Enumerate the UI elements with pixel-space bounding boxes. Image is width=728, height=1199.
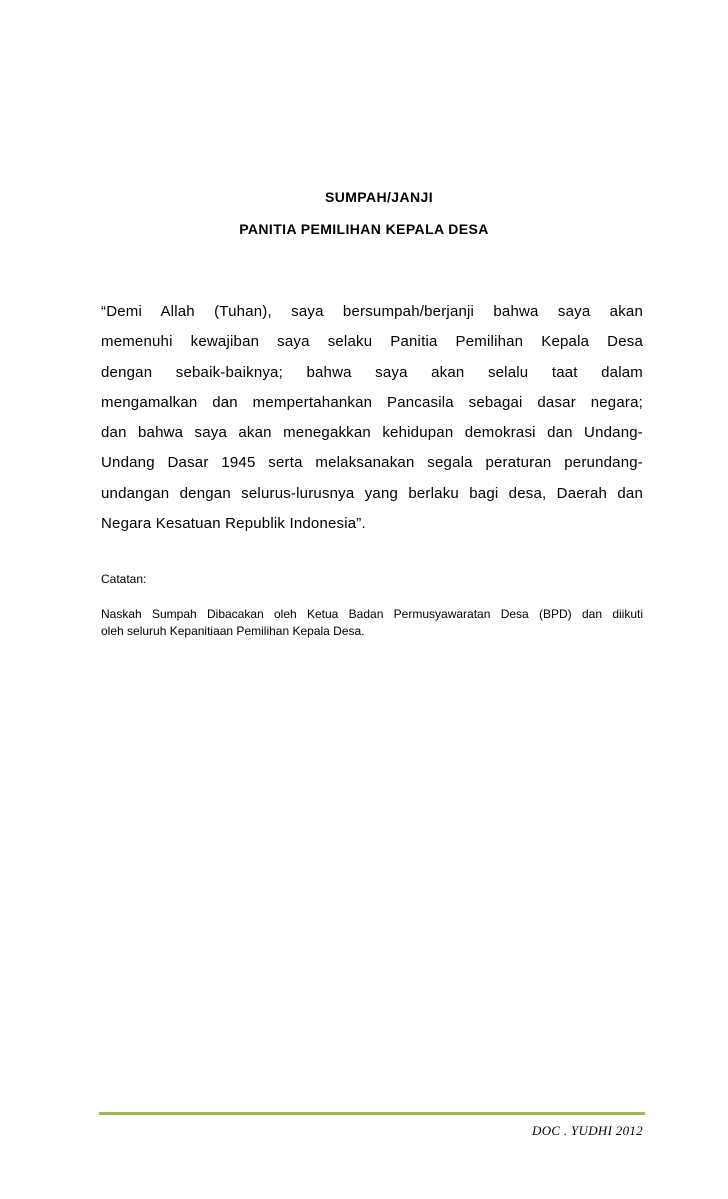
footer-doc-label: DOC . YUDHI 2012 [532,1123,643,1138]
note-line: Naskah Sumpah Dibacakan oleh Ketua Badan Permusyawaratan Desa (BPD) dan diikuti [101,607,643,621]
note-label: Catatan: [101,572,147,586]
document-subtitle: PANITIA PEMILIHAN KEPALA DESA [239,221,489,237]
oath-line: memenuhi kewajiban saya selaku Panitia Pemilihan Kepala Desa [101,333,643,351]
oath-paragraph [101,300,643,542]
oath-line: Undang Dasar 1945 serta melaksanakan segala peraturan perundang- [101,454,643,472]
oath-line: undangan dengan selurus-lurusnya yang berlaku bagi desa, Daerah dan [101,484,643,502]
note-line: oleh seluruh Kepanitiaan Pemilihan Kepala Desa. [101,624,365,638]
footer-divider [99,1112,645,1115]
oath-line: Negara Kesatuan Republik Indonesia”. [101,515,366,533]
note-paragraph [101,606,643,640]
oath-line: “Demi Allah (Tuhan), saya bersumpah/berjanji bahwa saya akan [101,303,643,320]
oath-line: mengamalkan dan mempertahankan Pancasila sebagai dasar negara; [101,393,643,411]
document-title: SUMPAH/JANJI [324,189,433,205]
oath-line: dengan sebaik-baiknya; bahwa saya akan selalu taat dalam [101,363,643,381]
oath-line: dan bahwa saya akan menegakkan kehidupan demokrasi dan Undang- [101,424,643,442]
